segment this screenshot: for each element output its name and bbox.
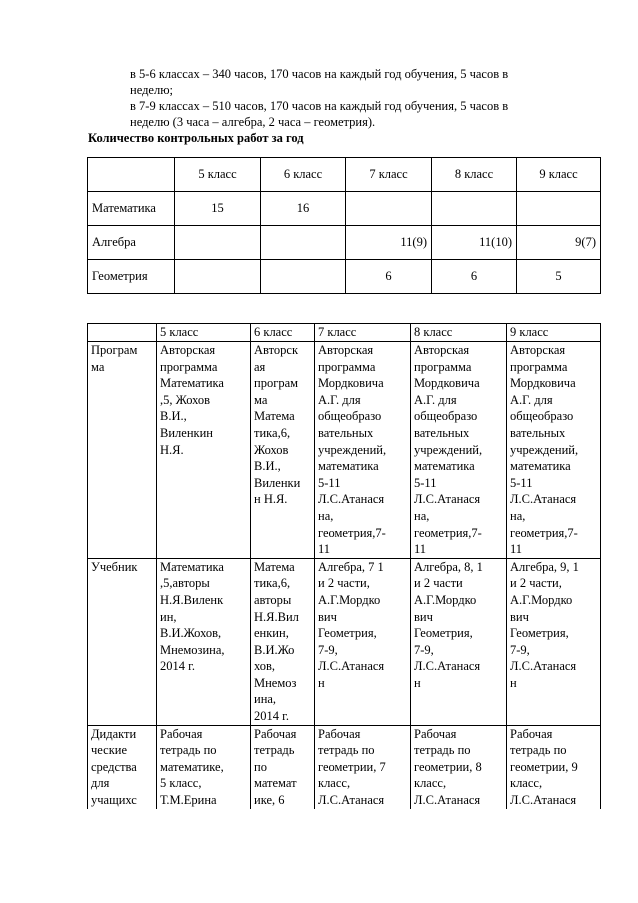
value-cell: [411, 558, 507, 725]
hours-line-5-6: в 5-6 классах – 340 часов, 170 часов на каждый год обучения, 5 часов в: [130, 67, 509, 81]
row-label: Програм ма: [91, 343, 138, 374]
value-cell: 11(10): [432, 226, 517, 260]
cell-text: Математика ,5,авторы Н.Я.Виленк ин, В.И.Жохов, Мнемозина, 2014 г.: [160, 559, 225, 674]
value-cell: [346, 192, 432, 226]
cell-text: Алгебра, 9, 1 и 2 части, А.Г.Мордко вич Геометрия, 7-9, Л.С.Атанася н: [510, 559, 579, 690]
header-cell: [88, 324, 157, 342]
cell-text: Рабочая тетрадь по геометрии, 8 класс, Л.С.Атанася: [414, 726, 482, 808]
table-row: [88, 342, 601, 559]
row-label-cell: [88, 558, 157, 725]
hours-line-5-6-cont: неделю;: [130, 83, 174, 97]
value-cell: [315, 342, 411, 559]
row-label-cell: [88, 725, 157, 808]
value-cell: [432, 192, 517, 226]
cell-text: Авторская программа Мордковича А.Г. для общеобразо вательных учреждений, математика 5-11 Л.С.Атанася на, геометрия,7- 11: [510, 343, 579, 557]
table-row: [88, 260, 601, 294]
value-cell: 11(9): [346, 226, 432, 260]
row-label-cell: [88, 342, 157, 559]
table-header-row: [88, 324, 601, 342]
header-cell: 5 класс: [157, 324, 251, 342]
row-label: Учебник: [91, 559, 138, 574]
value-cell: [251, 725, 315, 808]
subject-cell: Математика: [88, 192, 175, 226]
header-cell: 9 класс: [517, 158, 601, 192]
header-cell: 6 класс: [261, 158, 346, 192]
value-cell: [251, 558, 315, 725]
header-cell: [88, 158, 175, 192]
cell-text: Рабочая тетрадь по математ ике, 6: [254, 726, 297, 808]
table-row: [88, 226, 601, 260]
value-cell: [315, 725, 411, 808]
header-cell: 6 класс: [251, 324, 315, 342]
section-heading: Количество контрольных работ за год: [88, 131, 304, 145]
value-cell: [517, 192, 601, 226]
program-table: [87, 323, 601, 809]
value-cell: [315, 558, 411, 725]
value-cell: 15: [175, 192, 261, 226]
value-cell: [507, 558, 601, 725]
cell-text: Алгебра, 8, 1 и 2 части А.Г.Мордко вич Геометрия, 7-9, Л.С.Атанася н: [414, 559, 483, 690]
value-cell: [261, 226, 346, 260]
cell-text: Авторская программа Математика ,5, Жохов В.И., Виленкин Н.Я.: [160, 343, 224, 457]
value-cell: [507, 342, 601, 559]
value-cell: [261, 260, 346, 294]
cell-text: Авторская программа Мордковича А.Г. для общеобразо вательных учреждений, математика 5-11 Л.С.Атанася на, геометрия,7- 11: [318, 343, 387, 557]
value-cell: [157, 342, 251, 559]
value-cell: [175, 260, 261, 294]
value-cell: [157, 725, 251, 808]
header-cell: 8 класс: [432, 158, 517, 192]
table-row: [88, 725, 601, 808]
hours-line-7-9: в 7-9 классах – 510 часов, 170 часов на каждый год обучения, 5 часов в: [130, 99, 509, 113]
cell-text: Рабочая тетрадь по геометрии, 9 класс, Л.С.Атанася: [510, 726, 578, 808]
hours-line-7-9-cont: неделю (3 часа – алгебра, 2 часа – геометрия).: [130, 115, 376, 129]
table-header-row: [88, 158, 601, 192]
cell-text: Рабочая тетрадь по математике, 5 класс, Т.М.Ерина: [160, 726, 224, 808]
subject-cell: Алгебра: [88, 226, 175, 260]
value-cell: [175, 226, 261, 260]
hours-paragraph: [130, 66, 600, 130]
cell-text: Авторск ая програм ма Матема тика,6, Жохов В.И., Виленки н Н.Я.: [254, 343, 301, 507]
value-cell: 9(7): [517, 226, 601, 260]
value-cell: 5: [517, 260, 601, 294]
cell-text: Алгебра, 7 1 и 2 части, А.Г.Мордко вич Геометрия, 7-9, Л.С.Атанася н: [318, 559, 385, 690]
value-cell: [411, 725, 507, 808]
table-row: [88, 192, 601, 226]
header-cell: 8 класс: [411, 324, 507, 342]
cell-text: Матема тика,6, авторы Н.Я.Вил енкин, В.И.Жо хов, Мнемоз ина, 2014 г.: [254, 559, 299, 724]
header-cell: 7 класс: [346, 158, 432, 192]
header-cell: 5 класс: [175, 158, 261, 192]
value-cell: 6: [432, 260, 517, 294]
value-cell: [157, 558, 251, 725]
value-cell: 6: [346, 260, 432, 294]
value-cell: 16: [261, 192, 346, 226]
subject-cell: Геометрия: [88, 260, 175, 294]
value-cell: [507, 725, 601, 808]
cell-text: Авторская программа Мордковича А.Г. для общеобразо вательных учреждений, математика 5-11 Л.С.Атанася на, геометрия,7- 11: [414, 343, 483, 557]
value-cell: [411, 342, 507, 559]
value-cell: [251, 342, 315, 559]
cell-text: Рабочая тетрадь по геометрии, 7 класс, Л.С.Атанася: [318, 726, 386, 808]
table-row: [88, 558, 601, 725]
control-works-table: [87, 157, 601, 294]
header-cell: 7 класс: [315, 324, 411, 342]
header-cell: 9 класс: [507, 324, 601, 342]
row-label: Дидакти ческие средства для учащихс: [91, 726, 137, 808]
